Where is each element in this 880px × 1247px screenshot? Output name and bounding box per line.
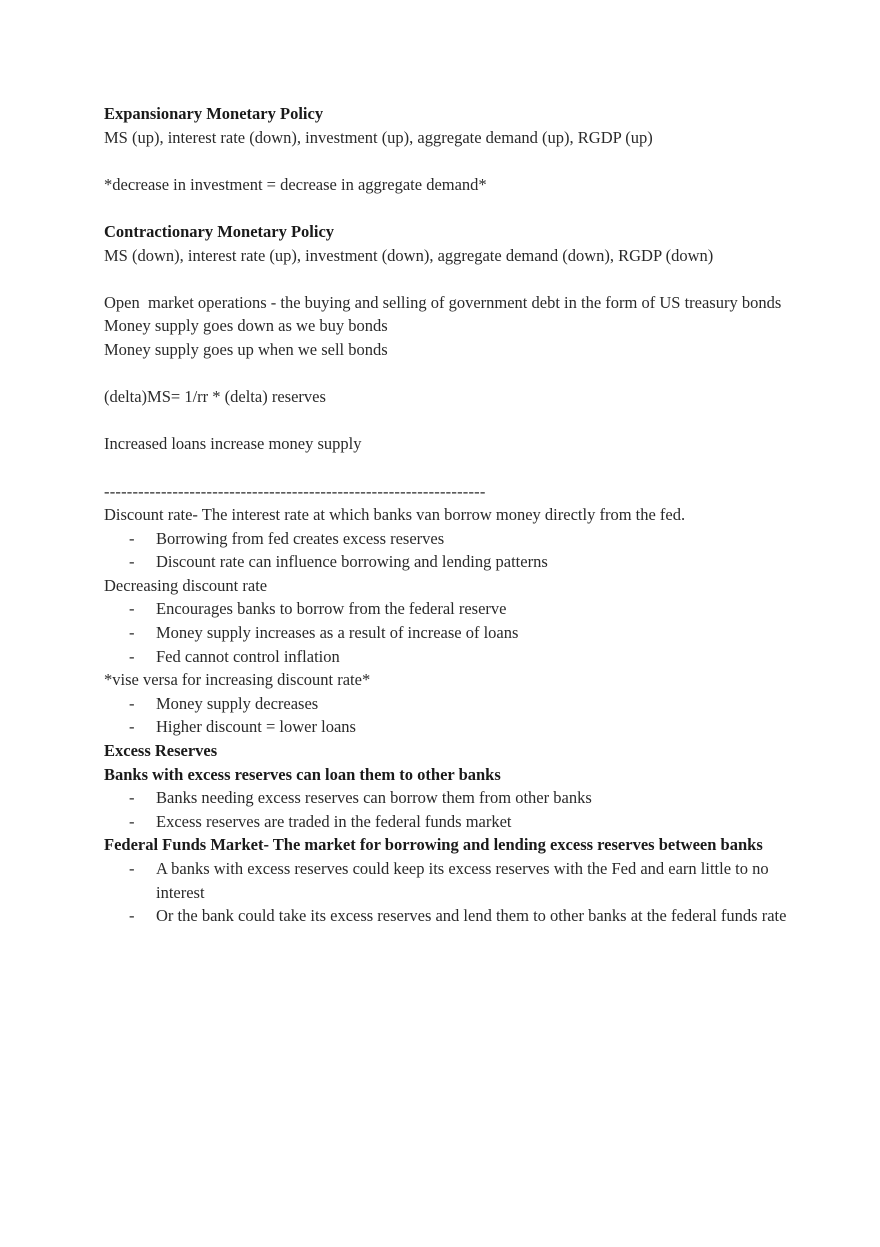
spacer xyxy=(104,149,794,173)
list-item-text: Excess reserves are traded in the federal funds market xyxy=(156,811,512,831)
list-item xyxy=(104,597,794,621)
spacer xyxy=(104,196,794,220)
decreasing-discount-list xyxy=(104,597,794,668)
investment-note: *decrease in investment = decrease in aggregate demand* xyxy=(104,174,487,194)
dash-bullet: - xyxy=(129,717,135,737)
list-item-text: Encourages banks to borrow from the federal reserve xyxy=(156,599,507,619)
vice-versa-title: *vise versa for increasing discount rate* xyxy=(104,670,371,690)
excess-reserves-list xyxy=(104,786,794,833)
list-item-text: Discount rate can influence borrowing and lending patterns xyxy=(156,552,548,572)
list-item-text: Higher discount = lower loans xyxy=(156,717,356,737)
discount-rate-list xyxy=(104,527,794,574)
document-page xyxy=(104,102,794,928)
list-item-text: Borrowing from fed creates excess reserves xyxy=(156,528,445,548)
fed-funds-list xyxy=(104,857,794,928)
dash-bullet: - xyxy=(129,693,135,713)
excess-reserves-heading: Excess Reserves xyxy=(104,741,218,761)
list-item-text: Or the bank could take its excess reserves and lend them to other banks at the federal funds rate xyxy=(156,906,787,926)
list-item-text: Banks needing excess reserves can borrow them from other banks xyxy=(156,788,592,808)
dash-bullet: - xyxy=(129,552,135,572)
discount-rate-definition: Discount rate- The interest rate at which banks van borrow money directly from the fed. xyxy=(104,505,686,525)
list-item xyxy=(104,786,794,810)
dash-bullet: - xyxy=(129,859,135,878)
list-item-text: Money supply increases as a result of increase of loans xyxy=(156,623,519,643)
spacer xyxy=(104,456,794,480)
open-market-definition: Open market operations - the buying and selling of government debt in the form of US treasury bonds xyxy=(104,292,782,312)
section-divider: ------------------------------------------------------------------- xyxy=(104,481,486,501)
spacer xyxy=(104,267,794,291)
money-supply-formula: (delta)MS= 1/rr * (delta) reserves xyxy=(104,387,326,407)
list-item-text: Money supply decreases xyxy=(156,693,319,713)
dash-bullet: - xyxy=(129,599,135,619)
list-item xyxy=(104,550,794,574)
list-item xyxy=(104,645,794,669)
contractionary-heading: Contractionary Monetary Policy xyxy=(104,221,335,241)
open-market-line-1: Money supply goes down as we buy bonds xyxy=(104,316,388,336)
list-item xyxy=(104,715,794,739)
dash-bullet: - xyxy=(129,906,135,926)
excess-reserves-subheading: Banks with excess reserves can loan them to other banks xyxy=(104,764,501,784)
fed-funds-heading: Federal Funds Market- The market for borrowing and lending excess reserves between banks xyxy=(104,835,763,855)
spacer xyxy=(104,362,794,386)
list-item xyxy=(104,692,794,716)
dash-bullet: - xyxy=(129,646,135,666)
contractionary-text: MS (down), interest rate (up), investment (down), aggregate demand (down), RGDP (down) xyxy=(104,245,714,265)
dash-bullet: - xyxy=(129,788,135,808)
decreasing-discount-title: Decreasing discount rate xyxy=(104,575,268,595)
list-item xyxy=(104,904,794,928)
dash-bullet: - xyxy=(129,528,135,548)
list-item xyxy=(104,621,794,645)
list-item-text: A banks with excess reserves could keep its excess reserves with the Fed and earn little to no interest xyxy=(156,859,769,902)
expansionary-heading: Expansionary Monetary Policy xyxy=(104,104,324,123)
spacer xyxy=(104,409,794,433)
list-item xyxy=(104,857,794,904)
expansionary-text: MS (up), interest rate (down), investment (up), aggregate demand (up), RGDP (up) xyxy=(104,127,653,147)
list-item-text: Fed cannot control inflation xyxy=(156,646,340,666)
vice-versa-list xyxy=(104,692,794,739)
dash-bullet: - xyxy=(129,811,135,831)
open-market-line-2: Money supply goes up when we sell bonds xyxy=(104,339,388,359)
list-item xyxy=(104,527,794,551)
loans-note: Increased loans increase money supply xyxy=(104,434,362,454)
dash-bullet: - xyxy=(129,623,135,643)
list-item xyxy=(104,810,794,834)
